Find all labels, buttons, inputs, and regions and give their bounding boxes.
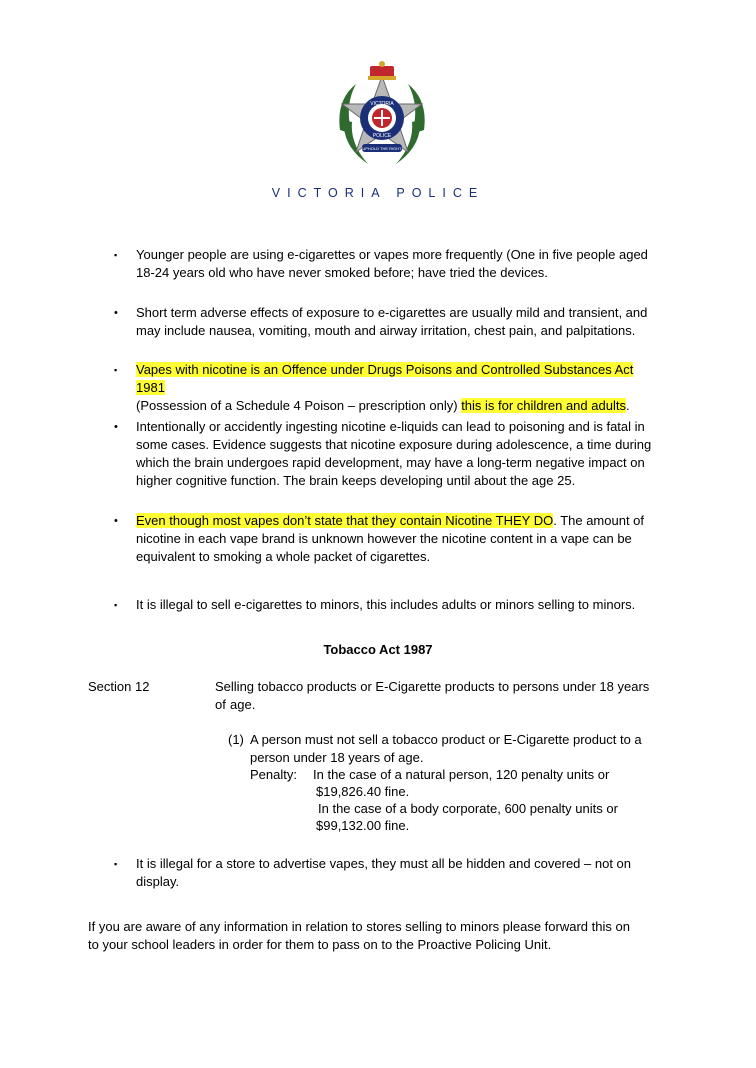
bullet-item-7: [136, 855, 656, 891]
bullet-marker: ▪: [114, 365, 118, 375]
bullet-marker: •: [114, 515, 118, 527]
bullet-item-6: [136, 596, 656, 614]
bullet-text: Short term adverse effects of exposure to e-cigarettes are usually mild and transient, and may include nausea, vomiting, mouth and airway irritation, chest pain, and palpitations.: [136, 305, 648, 338]
bullet-item-4: [136, 418, 656, 490]
closing-line2: to your school leaders in order for them to pass on to the Proactive Policing Unit.: [88, 937, 552, 952]
bullet-marker: •: [114, 421, 118, 433]
subsection-line1: A person must not sell a tobacco product or E-Cigarette product to a: [250, 732, 642, 747]
bullet-marker: ▪: [114, 859, 118, 869]
highlighted-text: Vapes with nicotine is an Offence under Drugs Poisons and Controlled Substances Act 1981: [136, 362, 634, 395]
penalty-label: Penalty:: [250, 767, 297, 782]
highlighted-text: this is for children and adults: [461, 398, 626, 413]
bullet-item-1: [136, 246, 656, 282]
penalty-line4: $99,132.00 fine.: [316, 818, 410, 833]
act-heading: Tobacco Act 1987: [323, 642, 433, 657]
subsection-line2: person under 18 years of age.: [250, 750, 424, 765]
bullet-marker: ▪: [114, 600, 118, 610]
logo-text-bottom: POLICE: [372, 133, 392, 139]
section-title-line1: Selling tobacco products or E-Cigarette products to persons under 18 years of: [215, 679, 650, 712]
penalty-line3: In the case of a body corporate, 600 penalty units or: [318, 801, 618, 816]
bullet-text: Intentionally or accidently ingesting nicotine e-liquids can lead to poisoning and is fatal in some cases. Evidence suggests that nicotine exposure during adolescence, a time during which the brain undergoes rapid development, may have a long-term negative impact on higher cognitive function. The brain keeps developing until about the age 25.: [136, 419, 652, 488]
brand-title: VICTORIA POLICE: [271, 186, 485, 200]
section-label: Section 12: [88, 679, 150, 694]
bullet-item-5: [136, 512, 656, 566]
bullet-marker: ▪: [114, 250, 118, 260]
bullet-marker: •: [114, 307, 118, 319]
bullet-text: Younger people are using e-cigarettes or vapes more frequently (One in five people aged 18-24 years old who have never smoked before; have tried the devices.: [136, 247, 648, 280]
bullet-text: (Possession of a Schedule 4 Poison – prescription only): [136, 398, 462, 413]
bullet-text: It is illegal to sell e-cigarettes to minors, this includes adults or minors selling to minors.: [136, 597, 636, 612]
penalty-line1: In the case of a natural person, 120 penalty units or: [313, 767, 610, 782]
bullet-text: .: [625, 398, 630, 413]
section-title-line2: age.: [230, 697, 256, 712]
closing-paragraph: [88, 918, 648, 954]
logo-motto: UPHOLD THE RIGHT: [362, 146, 402, 151]
penalty-line2: $19,826.40 fine.: [316, 784, 410, 799]
bullet-text: . The amount of nicotine in each vape brand is unknown however the nicotine content in a vape can be equivalent to smoking a whole packet of cigarettes.: [136, 513, 645, 564]
bullet-item-3: [136, 361, 656, 415]
victoria-police-crest-logo: [322, 60, 442, 180]
bullet-text: It is illegal for a store to advertise vapes, they must all be hidden and covered – not on display.: [136, 856, 632, 889]
logo-text-top: VICTORIA: [370, 101, 394, 107]
subsection-number: (1): [228, 732, 244, 747]
highlighted-text: Even though most vapes don’t state that they contain Nicotine THEY DO: [136, 513, 554, 528]
bullet-item-2: [136, 304, 656, 340]
closing-line1: If you are aware of any information in relation to stores selling to minors please forward this on: [88, 919, 630, 934]
